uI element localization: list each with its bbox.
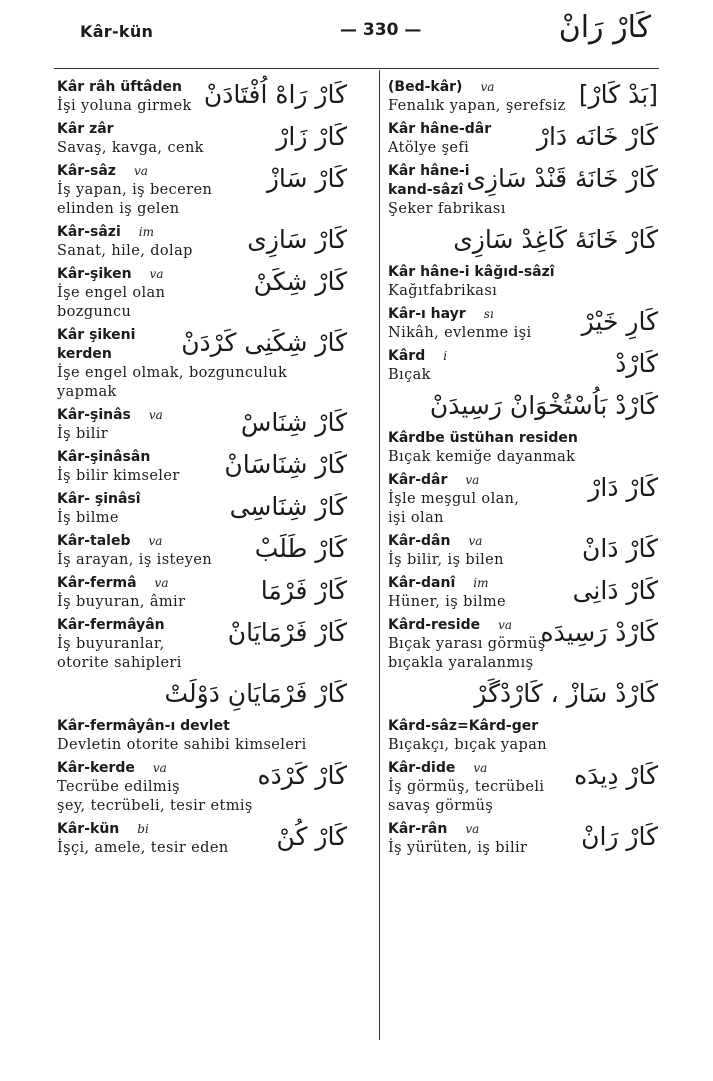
- entry-definition: İş buyuran, âmir: [57, 594, 186, 610]
- entry-definition: İşi yoluna girmek: [57, 98, 192, 114]
- dictionary-entry: [57, 677, 347, 755]
- arabic-headword: كَارْدْ: [615, 349, 658, 378]
- headword-text: Kârd-sâz=Kârd-ger: [388, 718, 539, 734]
- headword-text: (Bed-kâr): [388, 79, 463, 95]
- arabic-headword: كَارْ كُنْ: [276, 822, 347, 851]
- headword-text: Kârd-reside: [388, 617, 481, 633]
- entry-definition: Fenalık yapan, şerefsiz: [388, 98, 566, 114]
- entry-headword: [57, 406, 347, 425]
- arabic-headword: كَارْ فَرْمَايَانِ دَوْلَتْ: [164, 679, 347, 708]
- part-of-speech: im: [473, 576, 489, 590]
- dictionary-entry: [57, 406, 347, 444]
- entry-definition: Bıçak kemiğe dayanmak: [388, 449, 576, 465]
- headword-text: Kâr- şinâsî: [57, 491, 141, 507]
- entry-headword: [388, 181, 658, 200]
- part-of-speech: va: [468, 534, 483, 548]
- running-head-right-arabic: كَارْ رَانْ: [558, 10, 651, 45]
- entry-headword: [57, 820, 347, 839]
- arabic-headword: كَارْ رَاهْ اُفْتَادَنْ: [203, 80, 347, 109]
- entry-definition: işi olan: [388, 510, 444, 526]
- dictionary-entry: [57, 820, 347, 858]
- entry-definition: Nikâh, evlenme işi: [388, 325, 532, 341]
- entry-definition: İş bilir, iş bilen: [388, 552, 504, 568]
- part-of-speech: va: [480, 80, 495, 94]
- headword-text: kand-sâzî: [388, 182, 464, 198]
- entry-headword: [388, 78, 658, 97]
- entry-headword: [57, 162, 347, 181]
- dictionary-entry: [57, 448, 347, 486]
- headword-text: Kâr-sâzi: [57, 224, 121, 240]
- dictionary-entry: [57, 532, 347, 570]
- arabic-headword: كَارْ سَازْ: [266, 164, 347, 193]
- entry-definition: elinden iş gelen: [57, 201, 180, 217]
- entry-headword: [388, 574, 658, 593]
- dictionary-entry: [57, 326, 347, 402]
- headword-text: Kâr-kün: [57, 821, 120, 837]
- page-header: [0, 0, 713, 66]
- arabic-headword: كَارْ شِكَنْ: [253, 267, 347, 296]
- entry-headword: [388, 759, 658, 778]
- arabic-headword: كَارْ فَرْمَايَانْ: [227, 618, 347, 647]
- part-of-speech: va: [152, 761, 167, 775]
- arabic-headword: كَارْ شِنَاسِى: [229, 492, 347, 521]
- part-of-speech: va: [154, 576, 169, 590]
- dictionary-entry: [57, 616, 347, 673]
- headword-text: Kâr hâne-i: [388, 163, 470, 179]
- entry-definition: İş görmüş, tecrübeli: [388, 779, 545, 795]
- entry-definition: İş bilir kimseler: [57, 468, 180, 484]
- headword-text: Kâr râh üftâden: [57, 79, 182, 95]
- entry-definition: İş bilir: [57, 426, 109, 442]
- part-of-speech: va: [149, 267, 164, 281]
- headword-text: Kâr-danî: [388, 575, 456, 591]
- entry-headword: [388, 347, 658, 366]
- dictionary-entry: [388, 820, 658, 858]
- headword-text: Kâr-şinâs: [57, 407, 131, 423]
- dictionary-entry: [388, 162, 658, 219]
- arabic-headword: كَارْ دَانِى: [572, 576, 658, 605]
- part-of-speech: va: [133, 164, 148, 178]
- entry-headword: [388, 717, 658, 736]
- arabic-headword: كَارْ شِكَنِى كَرْدَنْ: [181, 328, 347, 357]
- arabic-headword: كَارِ خَيْرْ: [581, 307, 658, 336]
- part-of-speech: va: [148, 534, 163, 548]
- part-of-speech: va: [498, 618, 513, 632]
- part-of-speech: sı: [483, 307, 494, 321]
- dictionary-entry: [388, 305, 658, 343]
- headword-text: Kâr-ı hayr: [388, 306, 466, 322]
- headword-text: Kâr-şinâsân: [57, 449, 151, 465]
- dictionary-entry: [388, 389, 658, 467]
- arabic-headword: كَارْ شِنَاسَانْ: [224, 450, 347, 479]
- arabic-headword: كَارْ زَارْ: [276, 122, 347, 151]
- dictionary-entry: [57, 759, 347, 816]
- arabic-headword: كَارْ دِيدَه: [574, 761, 658, 790]
- arabic-headword: [بَدْ كَارْ]: [578, 80, 658, 109]
- headword-text: Kâr-fermâyân: [57, 617, 165, 633]
- entry-definition: İşe engel olan: [57, 285, 166, 301]
- entry-headword: [57, 448, 347, 467]
- entry-definition: Sanat, hile, dolap: [57, 243, 193, 259]
- arabic-headword: كَارْ خَانَهٔ قَنْدْ سَازِى: [466, 164, 658, 193]
- entry-definition: Tecrübe edilmiş: [57, 779, 180, 795]
- arabic-headword: كَارْ خَانَهٔ كَاغِدْ سَازِى: [453, 225, 658, 254]
- arabic-headword: كَارْدْ سَازْ ، كَارْدْگَرْ: [474, 679, 658, 708]
- entry-headword: [388, 471, 658, 490]
- running-head-left: Kâr-kün: [80, 22, 154, 41]
- entry-definition: Bıçak: [388, 367, 431, 383]
- headword-text: kerden: [57, 346, 112, 362]
- arabic-headword: كَارْ فَرْمَا: [260, 576, 347, 605]
- dictionary-entry: [57, 490, 347, 528]
- arabic-headword: كَارْدْ رَسِيدَه: [540, 618, 658, 647]
- dictionary-entry: [388, 616, 658, 673]
- entry-headword: [388, 532, 658, 551]
- entry-definition: Şeker fabrikası: [388, 201, 506, 217]
- entry-definition: İşçi, amele, tesir eden: [57, 840, 229, 856]
- entry-definition: İş arayan, iş isteyen: [57, 552, 213, 568]
- entry-definition: İşle meşgul olan,: [388, 491, 520, 507]
- entry-definition: bıçakla yaralanmış: [388, 655, 534, 671]
- headword-text: Kârdbe üstühan residen: [388, 430, 578, 446]
- dictionary-entry: [57, 223, 347, 261]
- entry-headword: [388, 429, 658, 448]
- part-of-speech: bi: [137, 822, 149, 836]
- headword-text: Kâr-sâz: [57, 163, 116, 179]
- entry-headword: [57, 759, 347, 778]
- entry-headword: [57, 717, 347, 736]
- dictionary-entry: [57, 265, 347, 322]
- arabic-headword: كَارْ شِنَاسْ: [240, 408, 347, 437]
- left-column: [57, 78, 347, 862]
- headword-text: Kâr-fermâyân-ı devlet: [57, 718, 230, 734]
- entry-definition: şey, tecrübeli, tesir etmiş: [57, 798, 253, 814]
- right-column: [388, 78, 658, 862]
- entry-headword: [388, 820, 658, 839]
- dictionary-entry: [388, 347, 658, 385]
- arabic-headword: كَارْ رَانْ: [581, 822, 658, 851]
- dictionary-entry: [388, 78, 658, 116]
- dictionary-entry: [388, 471, 658, 528]
- part-of-speech: va: [465, 473, 480, 487]
- entry-headword: [388, 120, 658, 139]
- dictionary-entry: [388, 120, 658, 158]
- headword-text: Kâr şikeni: [57, 327, 136, 343]
- entry-definition: Devletin otorite sahibi kimseleri: [57, 737, 307, 753]
- entry-definition: Atölye şefi: [388, 140, 470, 156]
- entry-definition: Bıçak yarası görmüş: [388, 636, 546, 652]
- entry-headword: [57, 78, 347, 97]
- headword-text: Kâr hâne-i kâğıd-sâzî: [388, 264, 555, 280]
- entry-headword: [388, 616, 658, 635]
- entry-definition: bozguncu: [57, 304, 132, 320]
- entry-definition: İş yürüten, iş bilir: [388, 840, 528, 856]
- entry-definition: İşe engel olmak, bozgunculuk: [57, 365, 288, 381]
- entry-headword: [57, 532, 347, 551]
- dictionary-entry: [388, 759, 658, 816]
- entry-definition: Bıçakçı, bıçak yapan: [388, 737, 548, 753]
- entry-headword: [57, 345, 347, 364]
- entry-definition: Kağıtfabrikası: [388, 283, 498, 299]
- entry-headword: [388, 305, 658, 324]
- dictionary-entry: [57, 162, 347, 219]
- entry-headword: [57, 574, 347, 593]
- dictionary-entry: [57, 78, 347, 116]
- headword-text: Kâr-dâr: [388, 472, 448, 488]
- entry-definition: yapmak: [57, 384, 117, 400]
- headword-text: Kâr zâr: [57, 121, 114, 137]
- headword-text: Kâr-kerde: [57, 760, 135, 776]
- arabic-headword: كَارْ طَلَبْ: [254, 534, 347, 563]
- entry-headword: [57, 490, 347, 509]
- dictionary-entry: [388, 574, 658, 612]
- entry-definition: İş buyuranlar,: [57, 636, 165, 652]
- entry-definition: Savaş, kavga, cenk: [57, 140, 204, 156]
- arabic-headword: كَارْ خَانَه دَارْ: [536, 122, 658, 151]
- entry-headword: [57, 616, 347, 635]
- headword-text: Kârd: [388, 348, 426, 364]
- arabic-headword: كَارْدْ بَاُسْتُخْوَانْ رَسِيدَنْ: [429, 391, 658, 420]
- part-of-speech: va: [473, 761, 488, 775]
- headword-text: Kâr-rân: [388, 821, 448, 837]
- entry-headword: [57, 223, 347, 242]
- headword-text: Kâr-dide: [388, 760, 456, 776]
- part-of-speech: va: [148, 408, 163, 422]
- dictionary-entry: [57, 120, 347, 158]
- headword-text: Kâr hâne-dâr: [388, 121, 492, 137]
- column-divider: [379, 70, 380, 1040]
- part-of-speech: im: [138, 225, 154, 239]
- entry-definition: savaş görmüş: [388, 798, 494, 814]
- headword-text: Kâr-fermâ: [57, 575, 137, 591]
- entry-headword: [388, 263, 658, 282]
- entry-definition: İş yapan, iş beceren: [57, 182, 213, 198]
- arabic-headword: كَارْ دَارْ: [588, 473, 658, 502]
- arabic-headword: كَارْ كَرْدَه: [257, 761, 347, 790]
- dictionary-entry: [388, 532, 658, 570]
- headword-text: Kâr-şiken: [57, 266, 132, 282]
- headword-text: Kâr-taleb: [57, 533, 131, 549]
- header-rule: [54, 68, 659, 69]
- entry-definition: İş bilme: [57, 510, 119, 526]
- entry-headword: [57, 326, 347, 345]
- headword-text: Kâr-dân: [388, 533, 451, 549]
- entry-headword: [57, 120, 347, 139]
- entry-headword: [388, 162, 658, 181]
- page-number: — 330 —: [340, 20, 422, 40]
- entry-definition: otorite sahipleri: [57, 655, 182, 671]
- dictionary-entry: [57, 574, 347, 612]
- part-of-speech: va: [465, 822, 480, 836]
- arabic-headword: كَارْ دَانْ: [582, 534, 658, 563]
- entry-headword: [57, 265, 347, 284]
- arabic-headword: كَارْ سَازِى: [247, 225, 347, 254]
- part-of-speech: i: [443, 349, 448, 363]
- dictionary-entry: [388, 223, 658, 301]
- dictionary-entry: [388, 677, 658, 755]
- entry-definition: Hüner, iş bilme: [388, 594, 507, 610]
